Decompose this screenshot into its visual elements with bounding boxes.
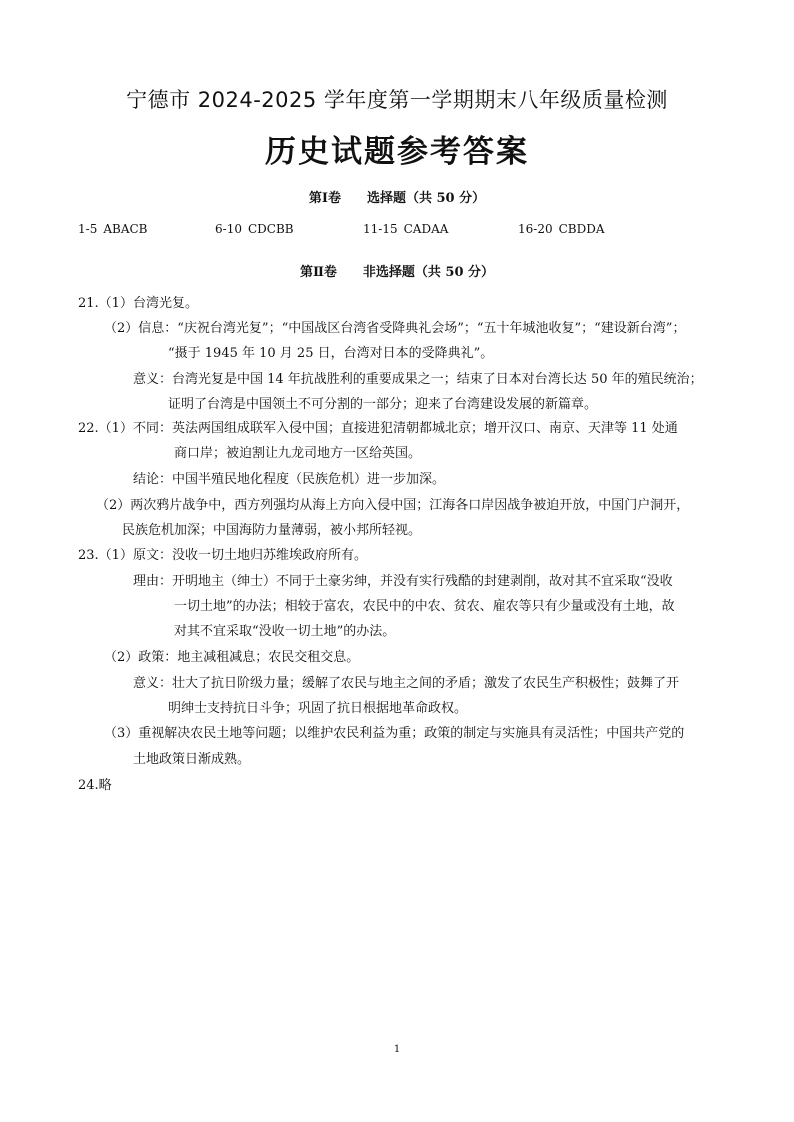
answer-keys: CBDDA xyxy=(558,222,605,236)
answer-range: 11-15 xyxy=(363,222,398,236)
part1-title: 选择题（共 50 分） xyxy=(366,191,486,206)
q21-line: 证明了台湾是中国领土不可分割的一部分；迎来了台湾建设发展的新篇章。 xyxy=(168,397,598,412)
q23-line: 明绅士支持抗日斗争；巩固了抗日根据地革命政权。 xyxy=(168,701,468,716)
q23-line: 23.（1）原文：没收一切土地归苏维埃政府所有。 xyxy=(78,548,367,563)
q21-line: “摄于 1945 年 10 月 25 日，台湾对日本的受降典礼”。 xyxy=(168,346,494,361)
choice-answer-row xyxy=(78,222,738,240)
answer-range: 16-20 xyxy=(518,222,553,236)
answer-group xyxy=(363,222,448,236)
q23-line: 一切土地”的办法；相较于富农，农民中的中农、贫农、雇农等只有少量或没有土地，故 xyxy=(174,599,675,614)
section-heading-part2 xyxy=(0,261,794,280)
q22-line: 22.（1）不同：英法两国组成联军入侵中国；直接进犯清朝都城北京；增开汉口、南京、天津等 11 处通 xyxy=(78,421,678,436)
q21-line: 21.（1）台湾光复。 xyxy=(78,296,198,311)
q22-line: 商口岸；被迫割让九龙司地方一区给英国。 xyxy=(174,446,422,461)
answer-group xyxy=(518,222,605,236)
q23-line: 对其不宜采取“没收一切土地”的办法。 xyxy=(174,624,396,639)
answer-group xyxy=(215,222,294,236)
part2-title: 非选择题（共 50 分） xyxy=(362,265,495,280)
answer-range: 6-10 xyxy=(215,222,242,236)
page-number: 1 xyxy=(393,1044,401,1055)
q23-line: 理由：开明地主（绅士）不同于土豪劣绅，并没有实行残酷的封建剥削，故对其不宜采取“没收 xyxy=(133,574,673,589)
q24-line: 24.略 xyxy=(78,778,112,793)
page-title: 历史试题参考答案 xyxy=(265,134,529,170)
answer-range: 1-5 xyxy=(78,222,98,236)
q23-line: 意义：壮大了抗日阶级力量；缓解了农民与地主之间的矛盾；激发了农民生产积极性；鼓舞了开 xyxy=(133,676,680,691)
answer-keys: CADAA xyxy=(403,222,449,236)
part2-label: 第Ⅱ卷 xyxy=(299,265,337,280)
answer-group xyxy=(78,222,147,236)
answer-keys: ABACB xyxy=(103,222,148,236)
q22-line: （2）两次鸦片战争中，西方列强均从海上方向入侵中国；江海各口岸因战争被迫开放，中国门户洞开， xyxy=(96,498,690,513)
exam-header-title: 宁德市 2024-2025 学年度第一学期期末八年级质量检测 xyxy=(126,88,668,112)
q23-line: 土地政策日渐成熟。 xyxy=(133,752,251,767)
q23-line: （2）政策：地主减租减息；农民交租交息。 xyxy=(104,650,360,665)
answer-keys: CDCBB xyxy=(247,222,294,236)
section-heading-part1 xyxy=(0,187,794,206)
part1-label: 第Ⅰ卷 xyxy=(308,191,341,206)
q21-line: （2）信息：“庆祝台湾光复”；“中国战区台湾省受降典礼会场”；“五十年城池收复”；“建设新台湾”； xyxy=(104,321,686,336)
q21-line: 意义：台湾光复是中国 14 年抗战胜利的重要成果之一；结束了日本对台湾长达 50 年的殖民统治； xyxy=(133,372,703,387)
q22-line: 结论：中国半殖民地化程度（民族危机）进一步加深。 xyxy=(133,472,446,487)
q22-line: 民族危机加深；中国海防力量薄弱，被小邦所轻视。 xyxy=(122,523,422,538)
q23-line: （3）重视解决农民土地等问题；以维护农民利益为重；政策的制定与实施具有灵活性；中国共产党的 xyxy=(104,726,685,741)
